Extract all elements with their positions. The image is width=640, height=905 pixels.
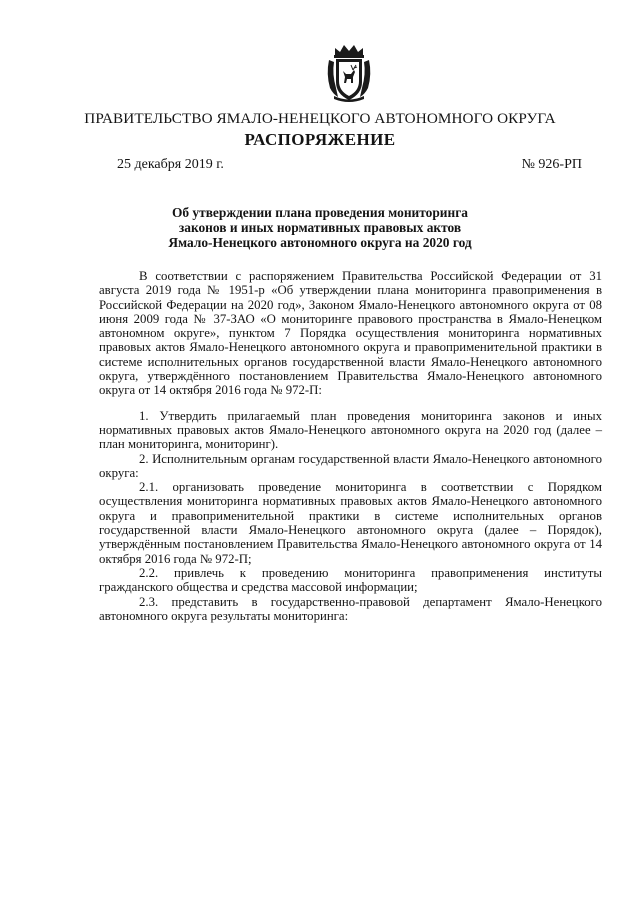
document-type: РАСПОРЯЖЕНИЕ (244, 130, 396, 149)
document-title (100, 205, 540, 250)
document-number: № 926-РП (521, 157, 582, 172)
title-line: законов и иных нормативных правовых актов (178, 220, 462, 235)
preamble-paragraph: В соответствии с распоряжением Правительства Российской Федерации от 31 августа 2019 года № 1951-р «Об утверждении плана мониторинга правоприменения в Российской Федерации на 2020 год», Законом Ямало-Ненецкого автономного округа от 08 июня 2009 года № 37-ЗАО «О мониторинге правового пространства в Ямало-Ненецком автономном округе», пунктом 7 Порядка осуществления мониторинга нормативных правовых актов Ямало-Ненецкого автономного округа и правоприменительной практики в системе исполнительных органов государственной власти Ямало-Ненецкого автономного округа, утверждённого постановлением Правительства Ямало-Ненецкого автономного округа от 14 октября 2016 года № 972-П: (99, 269, 602, 398)
clause-2-3: 2.3. представить в государственно-правовой департамент Ямало-Ненецкого автономного округа результаты мониторинга: (99, 594, 602, 623)
clause-2-1: 2.1. организовать проведение мониторинга в соответствии с Порядком осуществления мониторинга нормативных правовых актов Ямало-Ненецкого автономного округа и правоприменительной практики в системе исполнительных органов государственной власти Ямало-Ненецкого автономного округа (далее – Порядок), утверждённым постановлением Правительства Ямало-Ненецкого автономного округа от 14 октября 2016 года № 972-П; (99, 480, 602, 566)
clause-1: 1. Утвердить прилагаемый план проведения мониторинга законов и иных нормативных правовых актов Ямало-Ненецкого автономного округа на 2020 год (далее – план мониторинга, мониторинг). (99, 408, 602, 452)
clause-2: 2. Исполнительным органам государственной власти Ямало-Ненецкого автономного округа: (99, 451, 602, 480)
title-line: Ямало-Ненецкого автономного округа на 2020 год (168, 235, 472, 250)
document-date: 25 декабря 2019 г. (117, 157, 224, 172)
clause-2-2: 2.2. привлечь к проведению мониторинга правоприменения институты гражданского общества и средства массовой информации; (99, 565, 602, 595)
title-line: Об утверждении плана проведения мониторинга (171, 205, 469, 220)
government-name: ПРАВИТЕЛЬСТВО ЯМАЛО-НЕНЕЦКОГО АВТОНОМНОГО ОКРУГА (84, 110, 556, 127)
coat-of-arms-icon (326, 44, 372, 102)
document-body (99, 269, 602, 623)
